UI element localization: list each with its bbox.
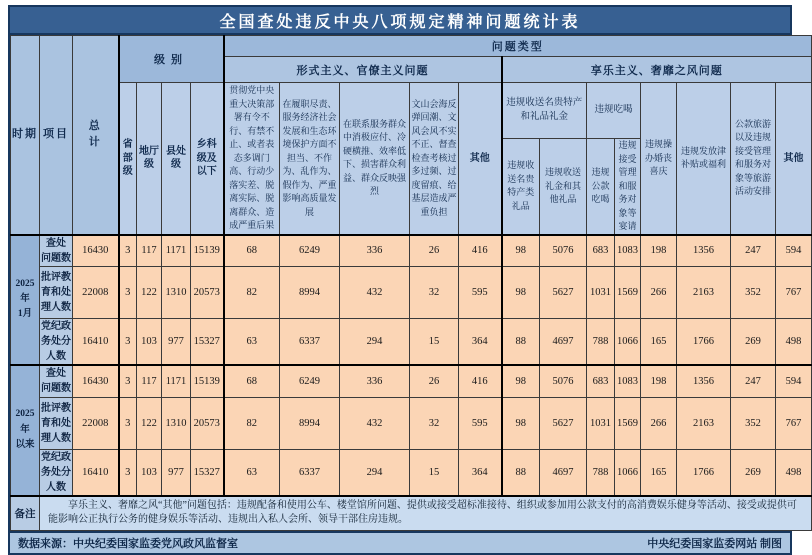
- data-cell: 3: [119, 397, 137, 449]
- data-cell: 63: [224, 449, 280, 496]
- data-cell: 15139: [191, 365, 224, 397]
- col-header-public-funds-dining: 违规公款吃喝: [587, 139, 615, 235]
- data-cell: 432: [340, 267, 410, 319]
- col-header-formalism-1: 贯彻党中央重大决策部署有令不行、有禁不止、或者表态多调门高、行动少落实差、脱离实际、脱离群众、造成严重后果: [224, 83, 280, 235]
- data-cell: 1766: [677, 319, 731, 366]
- data-cell: 247: [731, 235, 776, 267]
- data-cell: 977: [162, 449, 191, 496]
- data-cell: 3: [119, 235, 137, 267]
- table-row: [11, 365, 812, 397]
- data-cell: 5076: [540, 365, 587, 397]
- col-header-weddings-funerals: 违规操办婚丧喜庆: [641, 83, 677, 235]
- data-cell: 198: [641, 365, 677, 397]
- data-cell: 1066: [615, 319, 641, 366]
- data-cell: 26: [410, 365, 459, 397]
- data-cell: 103: [137, 449, 162, 496]
- data-cell: 26: [410, 235, 459, 267]
- data-cell: 6337: [280, 449, 340, 496]
- col-header-formalism-4: 文山会海反弹回潮、文风会风不实不正、督查检查考核过多过频、过度留痕、给基层造成严重负担: [410, 83, 459, 235]
- data-cell: 1569: [615, 397, 641, 449]
- data-cell: 4697: [540, 449, 587, 496]
- table-body: [11, 235, 812, 496]
- data-cell: 336: [340, 235, 410, 267]
- col-header-county-level: 县处级: [162, 83, 191, 235]
- data-cell: 1310: [162, 397, 191, 449]
- data-cell: 1031: [587, 267, 615, 319]
- data-cell: 336: [340, 365, 410, 397]
- page-title: 全国查处违反中央八项规定精神问题统计表: [10, 7, 790, 35]
- data-source-text: 数据来源：中央纪委国家监委党风政风监督室: [18, 537, 238, 550]
- row-header: 批评教 育和处 理人数: [40, 267, 73, 319]
- data-cell: 977: [162, 319, 191, 366]
- data-cell: 198: [641, 235, 677, 267]
- data-cell: 352: [731, 397, 776, 449]
- data-cell: 594: [776, 365, 812, 397]
- col-group-gifts: 违规收送名贵特产和礼品礼金: [502, 83, 587, 139]
- source-bar: [10, 531, 790, 553]
- data-cell: 3: [119, 449, 137, 496]
- data-cell: 3: [119, 365, 137, 397]
- table-row: [11, 397, 812, 449]
- col-header-prefecture-level: 地厅级: [137, 83, 162, 235]
- data-cell: 269: [731, 319, 776, 366]
- data-cell: 165: [641, 449, 677, 496]
- data-cell: 364: [459, 319, 502, 366]
- col-header-total: 总 计: [73, 36, 119, 235]
- data-cell: 266: [641, 267, 677, 319]
- period-label: 2025年 1月: [11, 235, 40, 366]
- data-cell: 22008: [73, 267, 119, 319]
- data-cell: 498: [776, 449, 812, 496]
- data-cell: 767: [776, 397, 812, 449]
- table-row: [11, 235, 812, 267]
- data-cell: 767: [776, 267, 812, 319]
- table-row: [11, 267, 812, 319]
- data-cell: 266: [641, 397, 677, 449]
- col-header-banquet-invites: 违规接受管理和服务对象等宴请: [615, 139, 641, 235]
- data-cell: 165: [641, 319, 677, 366]
- data-cell: 416: [459, 235, 502, 267]
- data-cell: 3: [119, 319, 137, 366]
- col-header-formalism-other: 其他: [459, 83, 502, 235]
- data-cell: 8994: [280, 397, 340, 449]
- data-cell: 595: [459, 397, 502, 449]
- credit-text: 中央纪委国家监委网站 制图: [647, 537, 782, 550]
- data-cell: 1171: [162, 235, 191, 267]
- data-cell: 8994: [280, 267, 340, 319]
- col-header-formalism-2: 在履职尽责、服务经济社会发展和生态环境保护方面不担当、不作为、乱作为、假作为、严重影响高质量发展: [280, 83, 340, 235]
- data-cell: 683: [587, 235, 615, 267]
- notes-text: 享乐主义、奢靡之风“其他”问题包括：违规配备和使用公车、楼堂馆所问题、提供或接受超标准接待、组织或参加用公款支付的高消费娱乐健身等活动、接受或提供可能影响公正执行公务的健身娱乐等活动、违规出入私人会所、领导干部住房违规。: [40, 496, 812, 531]
- data-cell: 594: [776, 235, 812, 267]
- data-cell: 294: [340, 319, 410, 366]
- data-cell: 432: [340, 397, 410, 449]
- row-header: 批评教 育和处 理人数: [40, 397, 73, 449]
- table-notes: [11, 496, 812, 531]
- data-cell: 15327: [191, 449, 224, 496]
- data-cell: 5627: [540, 397, 587, 449]
- data-cell: 1171: [162, 365, 191, 397]
- data-cell: 5076: [540, 235, 587, 267]
- data-cell: 1031: [587, 397, 615, 449]
- table-row: [11, 319, 812, 366]
- data-cell: 5627: [540, 267, 587, 319]
- data-cell: 15139: [191, 235, 224, 267]
- col-header-formalism-3: 在联系服务群众中消极应付、冷硬横推、效率低下、损害群众利益、群众反映强烈: [340, 83, 410, 235]
- data-cell: 16430: [73, 365, 119, 397]
- data-cell: 788: [587, 319, 615, 366]
- data-cell: 3: [119, 267, 137, 319]
- data-cell: 117: [137, 235, 162, 267]
- data-cell: 15: [410, 449, 459, 496]
- data-cell: 15327: [191, 319, 224, 366]
- data-cell: 82: [224, 267, 280, 319]
- data-cell: 122: [137, 397, 162, 449]
- col-header-township-level: 乡科级及以下: [191, 83, 224, 235]
- period-label: 2025年 以来: [11, 365, 40, 496]
- data-cell: 1766: [677, 449, 731, 496]
- data-cell: 22008: [73, 397, 119, 449]
- col-header-hedonism-other: 其他: [776, 83, 812, 235]
- data-cell: 16410: [73, 449, 119, 496]
- data-cell: 1356: [677, 365, 731, 397]
- data-cell: 16410: [73, 319, 119, 366]
- data-cell: 683: [587, 365, 615, 397]
- col-group-level: 级别: [119, 36, 224, 83]
- data-cell: 6249: [280, 365, 340, 397]
- row-header: 党纪政 务处分 人数: [40, 449, 73, 496]
- row-header: 党纪政 务处分 人数: [40, 319, 73, 366]
- data-cell: 98: [502, 267, 540, 319]
- data-cell: 498: [776, 319, 812, 366]
- data-cell: 68: [224, 235, 280, 267]
- data-cell: 416: [459, 365, 502, 397]
- data-cell: 247: [731, 365, 776, 397]
- data-cell: 20573: [191, 267, 224, 319]
- data-cell: 82: [224, 397, 280, 449]
- col-group-problem-type: 问题类型: [224, 36, 812, 57]
- data-cell: 352: [731, 267, 776, 319]
- data-cell: 117: [137, 365, 162, 397]
- data-cell: 1569: [615, 267, 641, 319]
- data-cell: 6249: [280, 235, 340, 267]
- data-cell: 98: [502, 235, 540, 267]
- data-cell: 32: [410, 267, 459, 319]
- data-cell: 1066: [615, 449, 641, 496]
- data-cell: 6337: [280, 319, 340, 366]
- notes-label: 备注: [11, 496, 40, 531]
- statistics-table: [10, 35, 812, 531]
- col-header-specialty-gifts: 违规收送名贵特产类礼品: [502, 139, 540, 235]
- data-cell: 788: [587, 449, 615, 496]
- data-cell: 1310: [162, 267, 191, 319]
- col-header-cash-gifts: 违规收送礼金和其他礼品: [540, 139, 587, 235]
- data-cell: 98: [502, 365, 540, 397]
- data-cell: 88: [502, 319, 540, 366]
- data-cell: 2163: [677, 267, 731, 319]
- col-group-hedonism: 享乐主义、奢靡之风问题: [502, 57, 812, 83]
- statistics-sheet: [8, 5, 804, 555]
- col-header-allowances: 违规发放津补贴或福利: [677, 83, 731, 235]
- data-cell: 88: [502, 449, 540, 496]
- data-cell: 32: [410, 397, 459, 449]
- data-cell: 4697: [540, 319, 587, 366]
- col-header-item: 项目: [40, 36, 73, 235]
- col-group-dining: 违规吃喝: [587, 83, 641, 139]
- row-header: 查处 问题数: [40, 365, 73, 397]
- data-cell: 68: [224, 365, 280, 397]
- data-cell: 1356: [677, 235, 731, 267]
- data-cell: 294: [340, 449, 410, 496]
- table-header: [11, 36, 812, 235]
- data-cell: 595: [459, 267, 502, 319]
- data-cell: 20573: [191, 397, 224, 449]
- col-group-formalism: 形式主义、官僚主义问题: [224, 57, 502, 83]
- col-header-provincial-level: 省部级: [119, 83, 137, 235]
- data-cell: 103: [137, 319, 162, 366]
- row-header: 查处 问题数: [40, 235, 73, 267]
- data-cell: 269: [731, 449, 776, 496]
- data-cell: 122: [137, 267, 162, 319]
- data-cell: 1083: [615, 235, 641, 267]
- col-header-public-travel: 公款旅游以及违规接受管理和服务对象等旅游活动安排: [731, 83, 776, 235]
- data-cell: 98: [502, 397, 540, 449]
- data-cell: 15: [410, 319, 459, 366]
- data-cell: 1083: [615, 365, 641, 397]
- table-row: [11, 449, 812, 496]
- data-cell: 63: [224, 319, 280, 366]
- data-cell: 16430: [73, 235, 119, 267]
- data-cell: 364: [459, 449, 502, 496]
- data-cell: 2163: [677, 397, 731, 449]
- col-header-period: 时期: [11, 36, 40, 235]
